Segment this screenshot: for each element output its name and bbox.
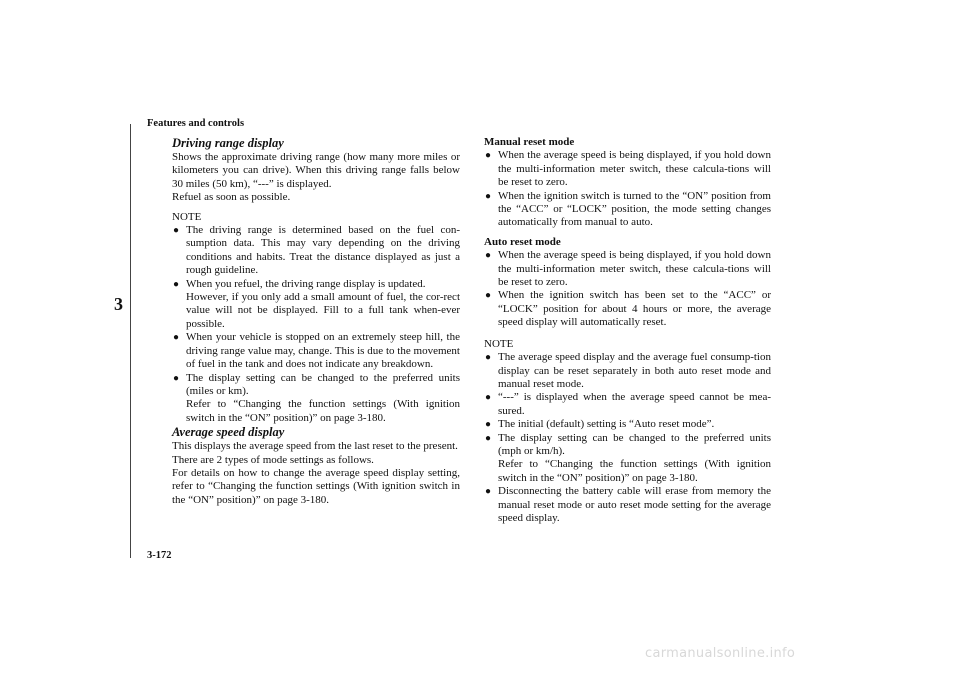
- bullet-icon: ●: [485, 419, 492, 431]
- watermark: carmanualsonline.info: [645, 646, 796, 661]
- list-item: ● When the ignition switch has been set to the “ACC” or “LOCK” position for about 4 hours or more, the average speed display will automatically reset.: [485, 289, 771, 329]
- note-label: NOTE: [484, 337, 514, 350]
- average-speed-notes: [484, 351, 771, 525]
- bullet-icon: ●: [485, 352, 492, 364]
- left-column: [172, 136, 460, 507]
- bullet-icon: ●: [485, 250, 492, 262]
- note-item: ● When your vehicle is stopped on an extremely steep hill, the driving range value may, change. This is due to the movement of fuel in the tank and does not indicate any breakdown.: [173, 331, 460, 371]
- average-speed-body: This displays the average speed from the last reset to the present.: [172, 440, 458, 453]
- bullet-icon: ●: [485, 190, 492, 202]
- driving-range-notes: [172, 224, 460, 425]
- bullet-icon: ●: [485, 486, 492, 498]
- driving-range-body: Shows the approximate driving range (how many more miles or kilometers you can drive). When this driving range falls below 30 miles (50 km), “---” is displayed.: [172, 151, 460, 190]
- note-item: ● “---” is displayed when the average speed cannot be mea-sured.: [485, 391, 771, 417]
- list-item: ● When the average speed is being displayed, if you hold down the multi-information meter switch, these calcula-tions will be reset to zero.: [485, 249, 771, 289]
- chapter-divider: [130, 124, 131, 558]
- running-header: Features and controls: [147, 118, 245, 129]
- driving-range-refuel: Refuel as soon as possible.: [172, 191, 291, 204]
- average-speed-reference: For details on how to change the average speed display setting, refer to “Changing the function settings (With ignition switch in the “ON” position)” on page 3-180.: [172, 466, 460, 506]
- bullet-icon: ●: [485, 290, 492, 302]
- bullet-icon: ●: [485, 392, 492, 404]
- note-label: NOTE: [172, 210, 202, 223]
- average-speed-modes: There are 2 types of mode settings as follows.: [172, 453, 374, 466]
- auto-reset-heading: Auto reset mode: [484, 235, 561, 248]
- note-item: ● The display setting can be changed to the preferred units (miles or km). Refer to “Changing the function settings (With ignition switch in the “ON” position)” on page 3-180.: [173, 371, 460, 424]
- note-item: ● Disconnecting the battery cable will erase from memory the manual reset mode or auto reset mode setting for the average speed display.: [485, 485, 771, 524]
- note-item: ● When you refuel, the driving range display is updated. However, if you only add a small amount of fuel, the cor-rect value will not be displayed. Fill to a full tank when-ever possible.: [173, 277, 460, 330]
- right-column: [484, 136, 771, 525]
- bullet-icon: ●: [173, 372, 180, 384]
- bullet-icon: ●: [173, 225, 180, 237]
- bullet-icon: ●: [485, 432, 492, 444]
- manual-reset-heading: Manual reset mode: [484, 136, 575, 148]
- page-number: 3-172: [147, 550, 172, 561]
- average-speed-heading: Average speed display: [172, 425, 285, 440]
- driving-range-heading: Driving range display: [172, 136, 284, 150]
- auto-reset-list: [484, 249, 771, 329]
- note-item: ● The driving range is determined based on the fuel con-sumption data. This may vary depending on the driving conditions and habits. Treat the distance displayed as just a rough guideline.: [173, 224, 460, 277]
- spacer: [484, 330, 771, 338]
- note-item: ● The display setting can be changed to the preferred units (mph or km/h). Refer to “Changing the function settings (With ignition switch in the “ON” position)” on page 3-180.: [485, 431, 771, 484]
- list-item: ● When the ignition switch is turned to the “ON” position from the “ACC” or “LOCK” position, the mode setting changes automatically from manual to auto.: [485, 189, 771, 229]
- bullet-icon: ●: [173, 278, 180, 290]
- manual-reset-list: [484, 149, 771, 229]
- bullet-icon: ●: [173, 332, 180, 344]
- chapter-number: 3: [114, 294, 123, 314]
- bullet-icon: ●: [485, 150, 492, 162]
- note-item: ● The average speed display and the average fuel consump-tion display can be reset separately in both auto reset mode and manual reset mode.: [485, 351, 771, 390]
- note-item: ● The initial (default) setting is “Auto reset mode”.: [485, 418, 715, 431]
- list-item: ● When the average speed is being displayed, if you hold down the multi-information meter switch, these calcula-tions will be reset to zero.: [485, 149, 771, 189]
